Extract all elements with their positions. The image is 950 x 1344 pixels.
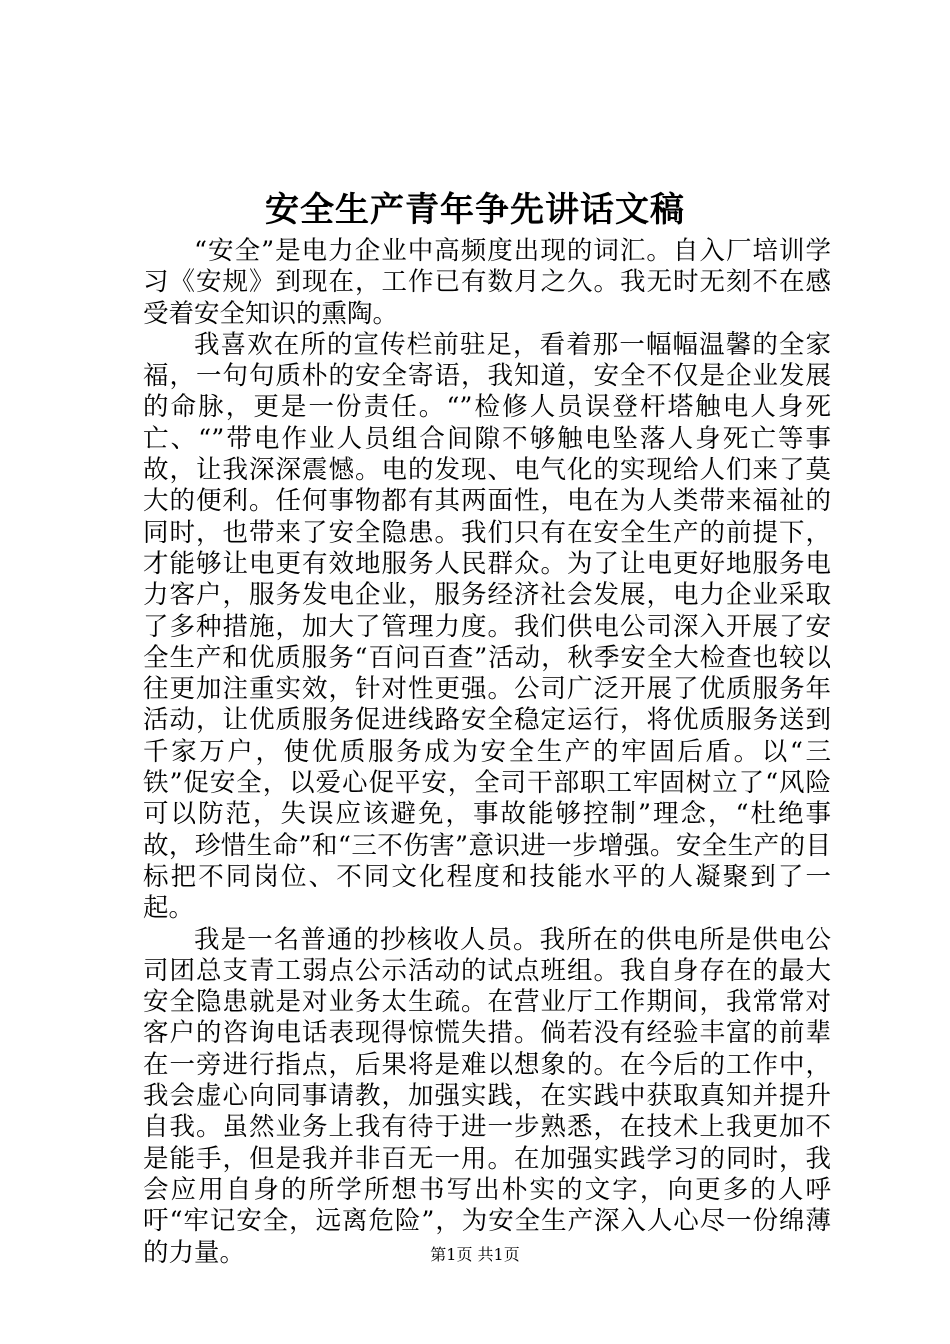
paragraph-1: “安全”是电力企业中高频度出现的词汇。自入厂培训学习《安规》到现在，工作已有数月之久。我无时无刻不在感受着安全知识的熏陶。 [143,236,831,329]
paragraph-3: 我是一名普通的抄核收人员。我所在的供电所是供电公司团总支青工弱点公示活动的试点班组。我自身存在的最大安全隐患就是对业务太生疏。在营业厅工作期间，我常常对客户的咨询电话表现得惊慌失措。倘若没有经验丰富的前辈在一旁进行指点，后果将是难以想象的。在今后的工作中，我会虚心向同事请教，加强实践，在实践中获取真知并提升自我。虽然业务上我有待于进一步熟悉，在技术上我更加不是能手，但是我并非百无一用。在加强实践学习的同时，我会应用自身的所学所想书写出朴实的文字，向更多的人呼吁“牢记安全，远离危险”，为安全生产深入人心尽一份绵薄的力量。 [143,924,831,1268]
paragraph-2: 我喜欢在所的宣传栏前驻足，看着那一幅幅温馨的全家福，一句句质朴的安全寄语，我知道，安全不仅是企业发展的命脉，更是一份责任。“”检修人员误登杆塔触电人身死亡、“”带电作业人员组合间隙不够触电坠落人身死亡等事故，让我深深震憾。电的发现、电气化的实现给人们来了莫大的便利。任何事物都有其两面性，电在为人类带来福祉的同时，也带来了安全隐患。我们只有在安全生产的前提下，才能够让电更有效地服务人民群众。为了让电更好地服务电力客户，服务发电企业，服务经济社会发展，电力企业采取了多种措施，加大了管理力度。我们供电公司深入开展了安全生产和优质服务“百问百查”活动，秋季安全大检查也较以往更加注重实效，针对性更强。公司广泛开展了优质服务年活动，让优质服务促进线路安全稳定运行，将优质服务送到千家万户，使优质服务成为安全生产的牢固后盾。以“三铁”促安全，以爱心促平安，全司干部职工牢固树立了“风险可以防范，失误应该避免，事故能够控制”理念，“杜绝事故，珍惜生命”和“三不伤害”意识进一步增强。安全生产的目标把不同岗位、不同文化程度和技能水平的人凝聚到了一起。 [143,329,831,924]
document-title: 安全生产青年争先讲话文稿 [265,190,685,230]
page-footer: 第1页 共1页 [430,1245,520,1264]
document-body [143,236,831,1269]
